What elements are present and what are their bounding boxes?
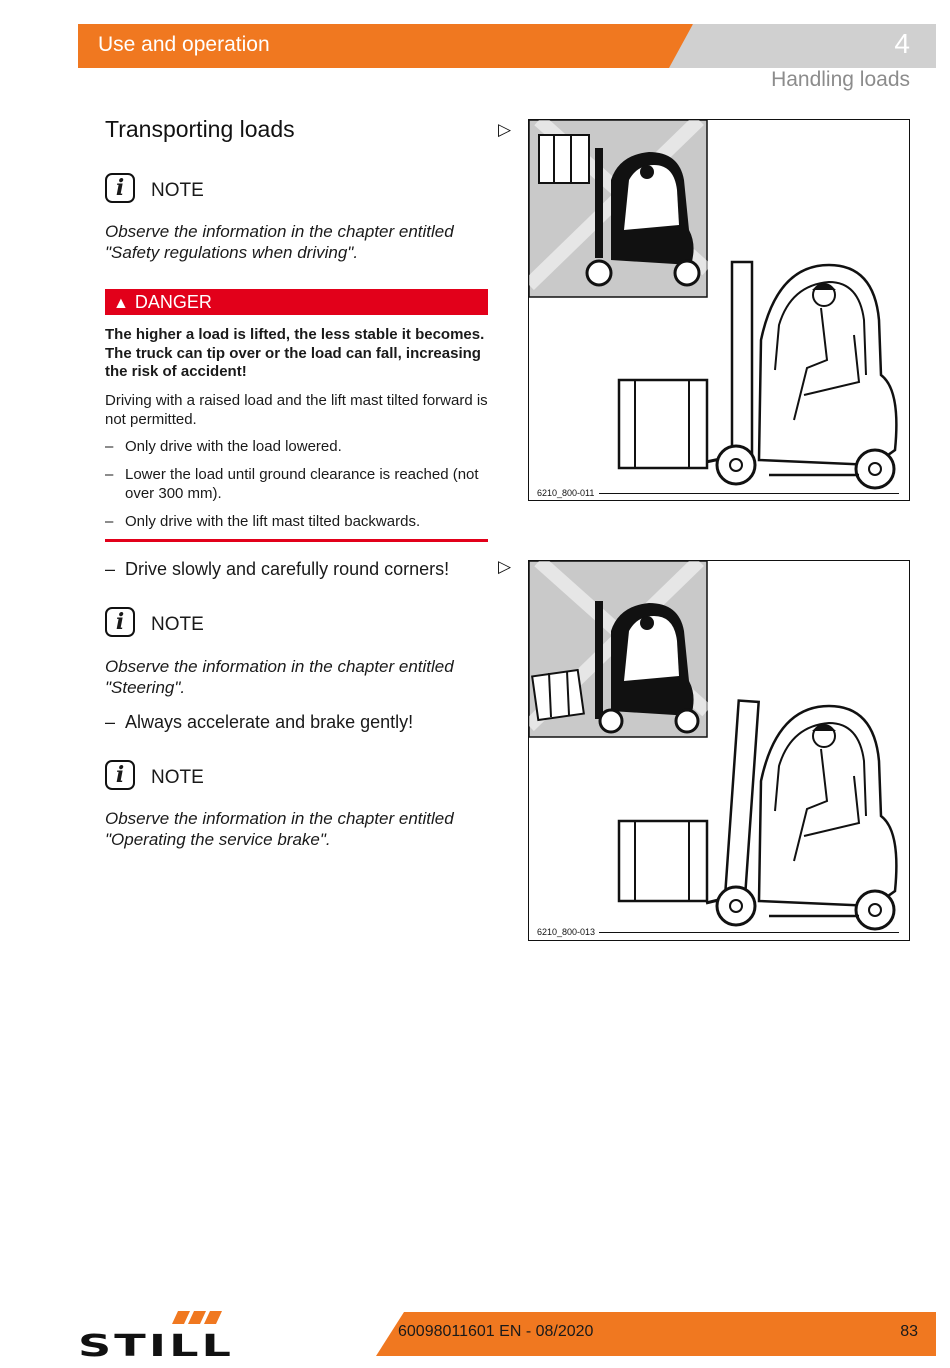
- figure-pointer-icon: ▷: [498, 557, 512, 576]
- forklift-illustration-2: [528, 560, 910, 941]
- note-label: NOTE: [151, 767, 204, 788]
- list-item: – Lower the load until ground clearance is reached (not over 300 mm).: [105, 466, 479, 502]
- note-text-3: Observe the information in the chapter entitled "Operating the service brake".: [105, 809, 454, 849]
- danger-body-text: Driving with a raised load and the lift mast tilted forward is not permitted.: [105, 392, 488, 428]
- forklift-drawing-2: [529, 561, 908, 939]
- warning-icon: ▲: [113, 295, 129, 312]
- figure-code: 6210_800-013: [537, 927, 596, 937]
- section-name: Handling loads: [771, 68, 910, 91]
- step-item-1: – Drive slowly and carefully round corners!: [105, 559, 450, 579]
- document-number: 60098011601 EN - 08/2020: [398, 1323, 594, 1340]
- forklift-illustration-1: [528, 119, 910, 501]
- header-bar: [78, 24, 936, 68]
- list-item: – Only drive with the lift mast tilted backwards.: [105, 513, 421, 530]
- svg-text:STILL: STILL: [78, 1329, 234, 1360]
- chapter-number: 4: [894, 28, 910, 59]
- step-item-2: – Always accelerate and brake gently!: [105, 712, 414, 732]
- page-title: Transporting loads: [105, 116, 295, 142]
- note-text-2: Observe the information in the chapter entitled "Steering".: [105, 657, 454, 697]
- note-block-1: [105, 173, 488, 209]
- chapter-title: Use and operation: [98, 33, 270, 56]
- danger-label: DANGER: [134, 292, 212, 312]
- danger-bar: [105, 289, 488, 315]
- figure-code: 6210_800-011: [537, 488, 595, 498]
- list-item: – Only drive with the load lowered.: [105, 438, 342, 455]
- note-label: NOTE: [151, 180, 204, 201]
- info-icon: i: [105, 173, 135, 203]
- danger-bold-text: The higher a load is lifted, the less stable it becomes. The truck can tip over or the load can fall, increasing the risk of accident!: [105, 326, 485, 380]
- figure-caption-rule: [599, 493, 899, 494]
- note-block-3: [105, 760, 488, 796]
- page-number: 83: [900, 1323, 918, 1340]
- note-text-1: Observe the information in the chapter entitled "Safety regulations when driving".: [105, 222, 454, 262]
- danger-end-rule: [105, 539, 488, 542]
- info-icon: i: [105, 607, 135, 637]
- note-label: NOTE: [151, 614, 204, 635]
- figure-pointer-icon: ▷: [498, 120, 512, 139]
- figure-caption-rule: [599, 932, 899, 933]
- note-block-2: [105, 607, 488, 643]
- still-logo: [78, 1310, 238, 1365]
- forklift-drawing-1: [529, 120, 908, 499]
- info-icon: i: [105, 760, 135, 790]
